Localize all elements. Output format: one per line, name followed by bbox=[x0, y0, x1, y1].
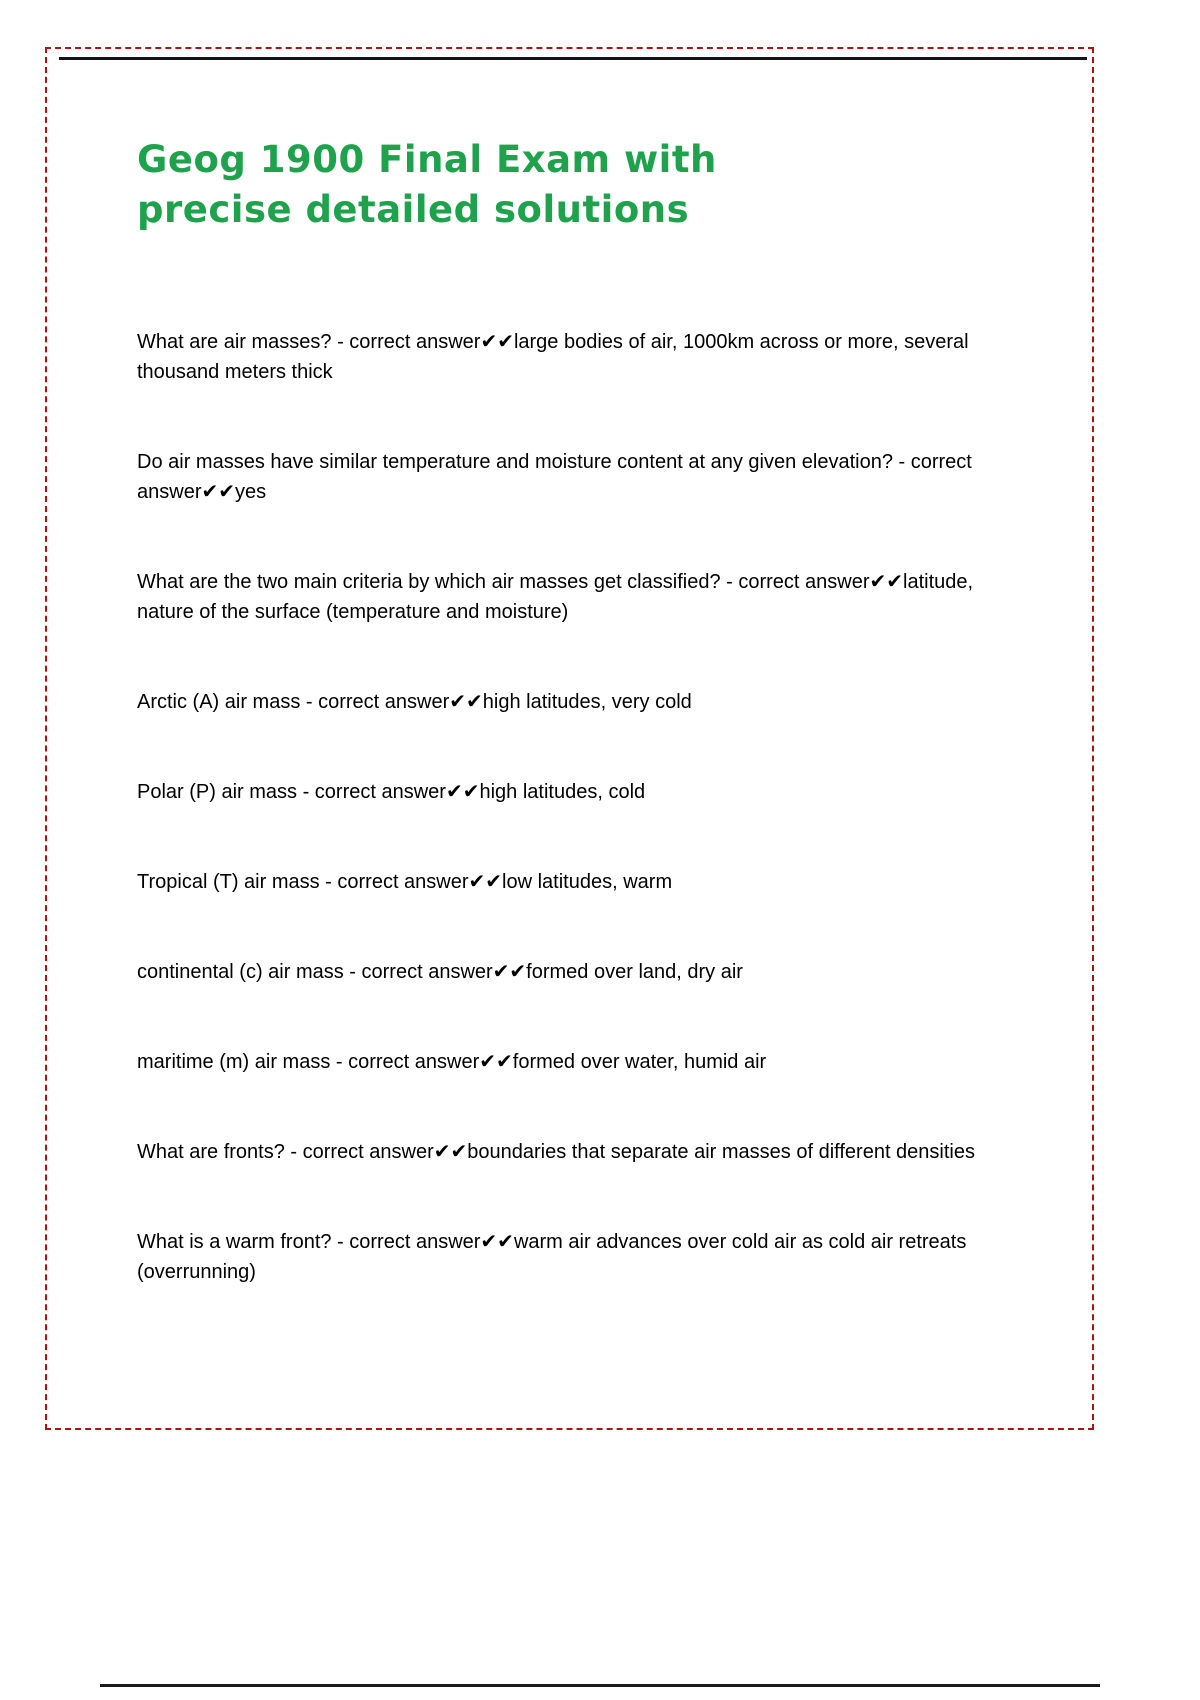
qa-item: What is a warm front? - correct answer✔✔warm air advances over cold air as cold air retreats (overrunning) bbox=[137, 1231, 967, 1283]
qa-item: Tropical (T) air mass - correct answer✔✔low latitudes, warm bbox=[137, 871, 673, 893]
qa-item: What are air masses? - correct answer✔✔large bodies of air, 1000km across or more, several thousand meters thick bbox=[137, 331, 969, 383]
qa-item: Arctic (A) air mass - correct answer✔✔high latitudes, very cold bbox=[137, 691, 692, 713]
qa-item: Do air masses have similar temperature and moisture content at any given elevation? - correct answer✔✔yes bbox=[137, 451, 972, 503]
qa-item: What are fronts? - correct answer✔✔boundaries that separate air masses of different densities bbox=[137, 1141, 975, 1163]
bottom-rule bbox=[100, 1684, 1100, 1687]
page-title: Geog 1900 Final Exam with precise detailed solutions bbox=[137, 138, 717, 231]
qa-item: What are the two main criteria by which air masses get classified? - correct answer✔✔latitude, nature of the surface (temperature and moisture) bbox=[137, 571, 974, 623]
qa-item: maritime (m) air mass - correct answer✔✔formed over water, humid air bbox=[137, 1051, 767, 1073]
page-border bbox=[45, 47, 1094, 1430]
qa-item: Polar (P) air mass - correct answer✔✔high latitudes, cold bbox=[137, 781, 646, 803]
document-content bbox=[137, 49, 995, 1347]
qa-item: continental (c) air mass - correct answer✔✔formed over land, dry air bbox=[137, 961, 743, 983]
